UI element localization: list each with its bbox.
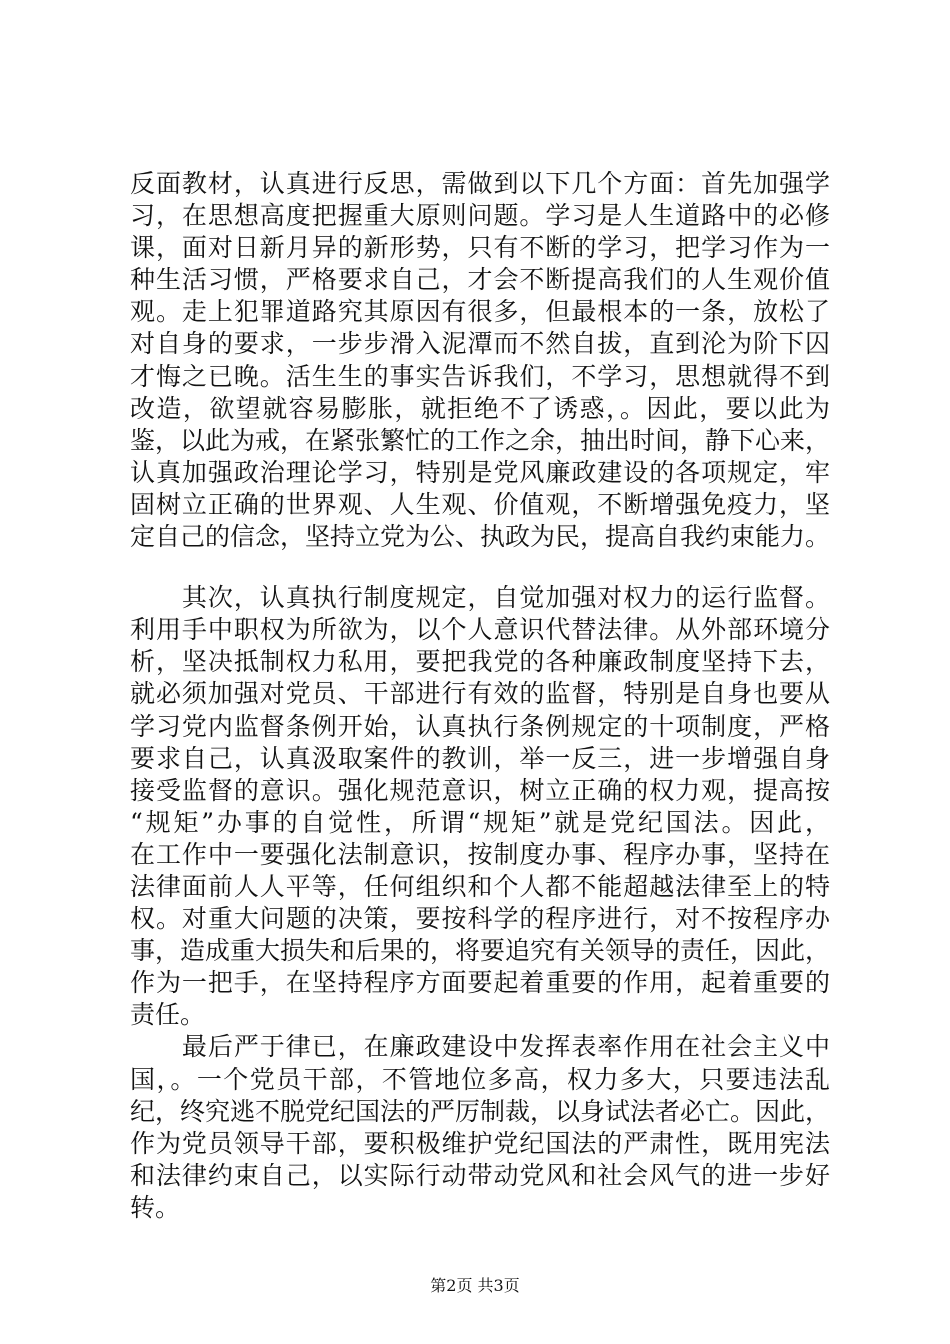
document-body	[130, 168, 830, 1224]
text-line: 认真加强政治理论学习，特别是党风廉政建设的各项规定，牢	[130, 457, 830, 487]
paragraph-2	[130, 582, 830, 1031]
text-line: 作为党员领导干部，要积极维护党纪国法的严肃性，既用宪法	[130, 1128, 830, 1158]
page-number-label: 第2页 共3页	[430, 1276, 520, 1295]
text-line: 观。走上犯罪道路究其原因有很多，但最根本的一条，放松了	[130, 297, 830, 327]
text-line: 事，造成重大损失和后果的，将要追究有关领导的责任，因此，	[130, 936, 831, 966]
text-line: 鉴，以此为戒，在紧张繁忙的工作之余，抽出时间，静下心来，	[130, 425, 831, 455]
text-line: 权。对重大问题的决策，要按科学的程序进行，对不按程序办	[130, 904, 830, 934]
text-line: 利用手中职权为所欲为，以个人意识代替法律。从外部环境分	[130, 615, 830, 645]
text-line: 就必须加强对党员、干部进行有效的监督，特别是自身也要从	[130, 679, 830, 709]
paragraph-1	[130, 168, 830, 553]
text-line: 反面教材，认真进行反思，需做到以下几个方面：首先加强学	[130, 169, 830, 198]
text-line: 析，坚决抵制权力私用，要把我党的各种廉政制度坚持下去，	[130, 647, 830, 677]
text-line: 要求自己，认真汲取案件的教训，举一反三，进一步增强自身	[130, 743, 830, 773]
text-line: 和法律约束自己，以实际行动带动党风和社会风气的进一步好	[130, 1160, 830, 1190]
text-line: 学习党内监督条例开始，认真执行条例规定的十项制度，严格	[130, 711, 830, 741]
text-line: 种生活习惯，严格要求自己，才会不断提高我们的人生观价值	[130, 265, 830, 295]
text-line: 课，面对日新月异的新形势，只有不断的学习，把学习作为一	[130, 233, 830, 263]
text-line: 对自身的要求，一步步滑入泥潭而不然自拔，直到沦为阶下囚	[130, 329, 830, 359]
text-line: 改造，欲望就容易膨胀，就拒绝不了诱惑，。因此，要以此为	[130, 393, 830, 423]
text-line: 才悔之已晚。活生生的事实告诉我们，不学习，思想就得不到	[130, 361, 830, 391]
text-line: 其次，认真执行制度规定，自觉加强对权力的运行监督。	[130, 583, 830, 613]
text-line: 最后严于律已，在廉政建设中发挥表率作用在社会主义中	[130, 1032, 830, 1062]
paragraph-3	[130, 1031, 830, 1224]
text-line: 国，。一个党员干部，不管地位多高，权力多大，只要违法乱	[130, 1064, 830, 1094]
text-line: 定自己的信念，坚持立党为公、执政为民，提高自我约束能力。	[130, 522, 831, 552]
text-line: 固树立正确的世界观、人生观、价值观，不断增强免疫力，坚	[130, 489, 830, 519]
text-line: 转。	[130, 1192, 181, 1222]
text-line: 作为一把手，在坚持程序方面要起着重要的作用，起着重要的	[130, 968, 830, 998]
text-line: 责任。	[130, 1000, 206, 1030]
text-line: “规矩”办事的自觉性，所谓“规矩”就是党纪国法。因此，	[130, 807, 830, 837]
text-line: 法律面前人人平等，任何组织和个人都不能超越法律至上的特	[130, 871, 830, 901]
paragraph-spacer	[130, 553, 830, 582]
page-footer	[0, 1276, 950, 1296]
text-line: 在工作中一要强化法制意识，按制度办事、程序办事，坚持在	[130, 839, 830, 869]
text-line: 纪，终究逃不脱党纪国法的严厉制裁，以身试法者必亡。因此，	[130, 1096, 831, 1126]
text-line: 习，在思想高度把握重大原则问题。学习是人生道路中的必修	[130, 201, 830, 231]
text-line: 接受监督的意识。强化规范意识，树立正确的权力观，提高按	[130, 775, 830, 805]
